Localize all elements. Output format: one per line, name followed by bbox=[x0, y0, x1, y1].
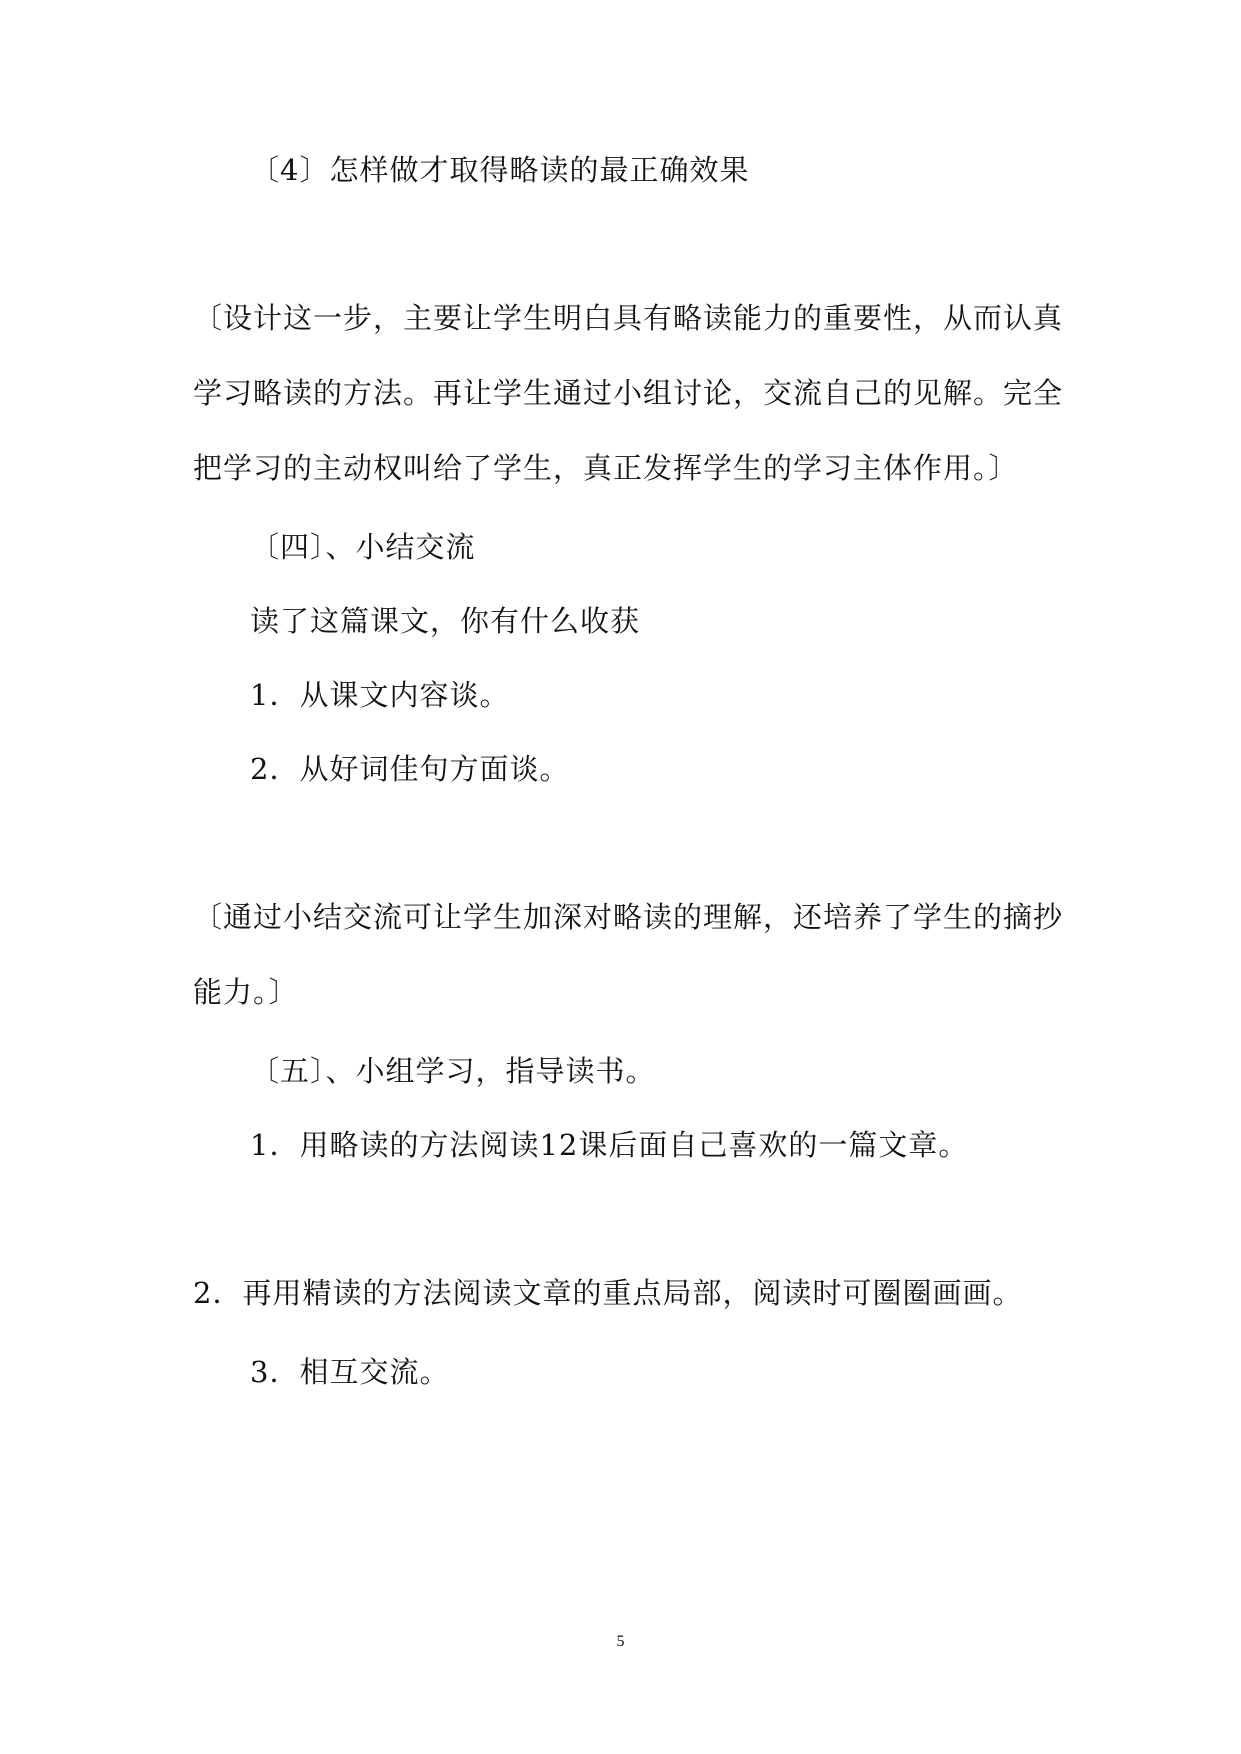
summary-item-2: 2．从好词佳句方面谈。 bbox=[250, 752, 570, 786]
question-4: 〔4〕怎样做才取得略读的最正确效果 bbox=[250, 153, 750, 187]
summary-item-1: 1．从课文内容谈。 bbox=[250, 678, 510, 712]
page-number: 5 bbox=[616, 1633, 625, 1650]
group-item-1: 1．用略读的方法阅读12课后面自己喜欢的一篇文章。 bbox=[250, 1128, 969, 1162]
summary-note-line-2: 能力。〕 bbox=[193, 975, 299, 1009]
design-note-line-3: 把学习的主动权叫给了学生，真正发挥学生的学习主体作用。〕 bbox=[193, 451, 1019, 485]
section-4-heading: 〔四〕、小结交流 bbox=[250, 530, 476, 564]
group-item-3: 3．相互交流。 bbox=[250, 1355, 450, 1389]
section-5-heading: 〔五〕、小组学习，指导读书。 bbox=[250, 1054, 656, 1088]
design-note-line-2: 学习略读的方法。再让学生通过小组讨论，交流自己的见解。完全 bbox=[193, 376, 1064, 410]
design-note-line-1: 〔设计这一步，主要让学生明白具有略读能力的重要性，从而认真 bbox=[193, 301, 1064, 335]
summary-note-line-1: 〔通过小结交流可让学生加深对略读的理解，还培养了学生的摘抄 bbox=[193, 900, 1064, 934]
summary-question: 读了这篇课文，你有什么收获 bbox=[250, 604, 641, 638]
group-item-2: 2．再用精读的方法阅读文章的重点局部，阅读时可圈圈画画。 bbox=[193, 1276, 1023, 1310]
